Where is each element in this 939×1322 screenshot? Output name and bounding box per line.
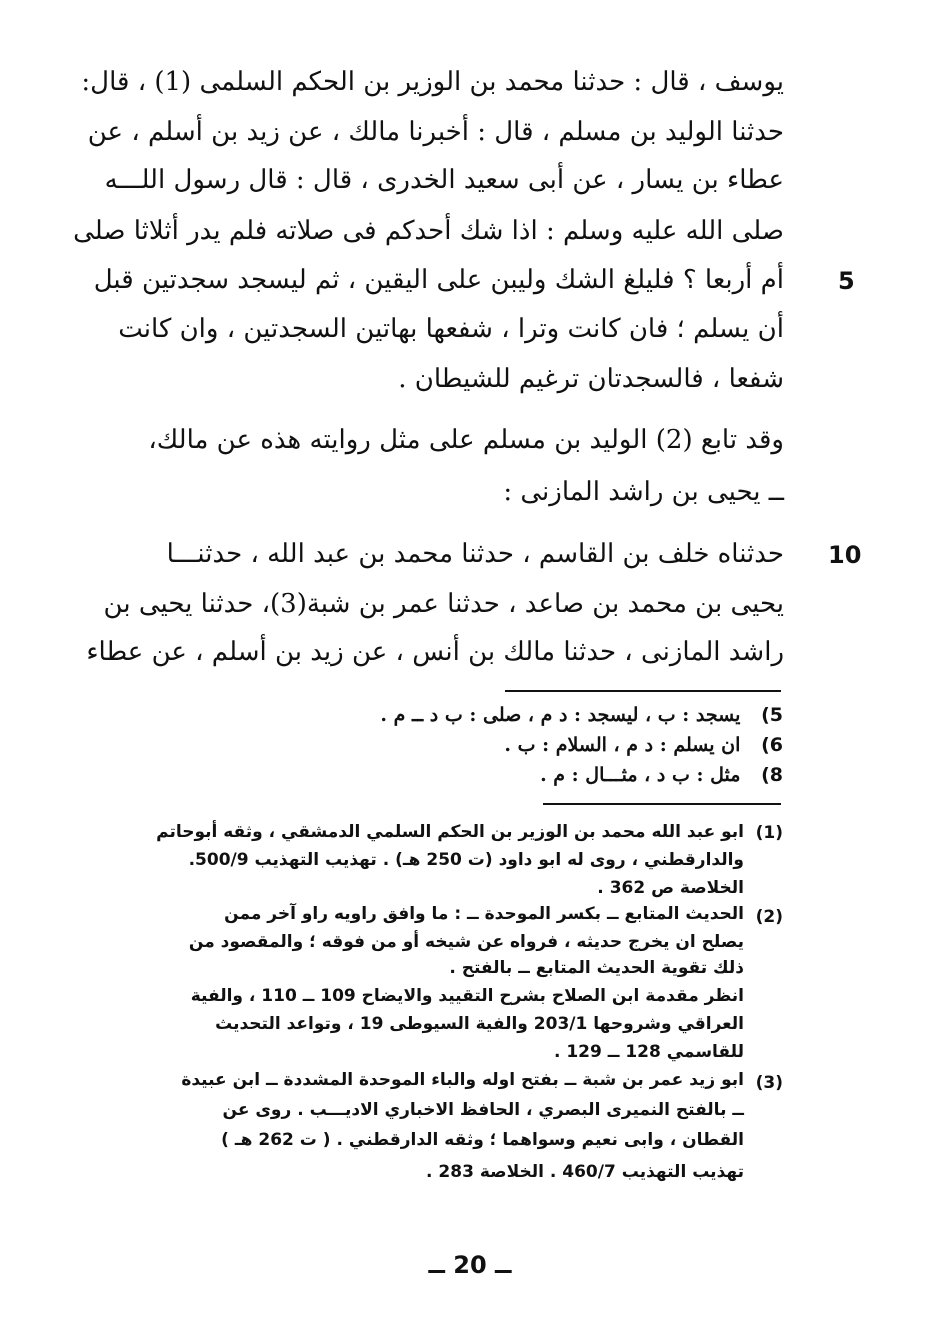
footnote-line: الخلاصة ص 362 . [597,878,744,898]
variant-number: 5) [761,704,783,726]
variant-text: مثل : ب د ، مثـــال : م . [540,764,741,786]
footnote-line: يصلح ان يخرج حديثه ، فرواه عن شيخه أو من فوقه ؛ والمقصود من [188,932,744,952]
variant-line-6 [223,730,783,760]
footnotes-rule [543,803,781,805]
line-number-5: 5 [838,267,855,295]
variant-line-5 [223,700,783,730]
footnote-line: ابو عبد الله محمد بن الوزير بن الحكم السلمي الدمشقي ، وثقه أبوحاتم [156,822,744,842]
footnote-number: (1) [755,823,783,843]
line-number-10: 10 [828,541,862,569]
main-line-12: راشد المازنى ، حدثنا مالك بن أنس ، عن زيد بن أسلم ، عن عطاء [86,637,784,667]
main-line-6: أن يسلم ؛ فان كانت وترا ، شفعها بهاتين السجدتين ، وان كانت [118,314,784,344]
footnote-line: تهذيب التهذيب 460/7 . الخلاصة 283 . [426,1162,744,1182]
footnote-line: للقاسمي 128 ــ 129 . [553,1042,744,1062]
footnote-line: القطان ، وابى نعيم وسواهما ؛ وثقه الدارقطني . ( ت 262 هـ ) [221,1130,744,1150]
variant-number: 6) [761,734,783,756]
footnote-line: ــ بالفتح النميرى البصري ، الحافظ الاخباري الاديـــب . روى عن [222,1100,744,1120]
main-line-9: ــ يحيى بن راشد المازنى : [503,477,784,507]
main-line-11: يحيى بن محمد بن صاعد ، حدثنا عمر بن شبة(3)، حدثنا يحيى بن [103,589,784,619]
variant-text: ان يسلم : د م ، السلام : ب . [504,734,741,756]
footnote-line: ذلك تقوية الحديث المتابع ــ بالفتح . [449,958,744,978]
footnote-number: (2) [755,907,783,927]
main-line-4: صلى الله عليه وسلم : اذا شك أحدكم فى صلاته فلم يدر أثلاثا صلى [73,216,784,246]
main-line-10: حدثناه خلف بن القاسم ، حدثنا محمد بن عبد الله ، حدثنـــا [166,539,784,569]
main-line-3: عطاء بن يسار ، عن أبى سعيد الخدرى ، قال : قال رسول اللـــه [104,165,784,195]
variant-line-8 [223,760,783,790]
footnote-line: انظر مقدمة ابن الصلاح بشرح التقييد والايضاح 109 ــ 110 ، والفية [190,986,744,1006]
variants-rule [505,690,781,692]
main-line-1: يوسف ، قال : حدثنا محمد بن الوزير بن الحكم السلمى (1) ، قال: [81,67,784,97]
footnote-line: الحديث المتابع ــ بكسر الموحدة ــ : ما وافق راويه راو آخر ممن [224,904,744,924]
main-line-7: شفعا ، فالسجدتان ترغيم للشيطان . [398,364,784,394]
main-line-5: أم أربعا ؟ فليلغ الشك وليبن على اليقين ، ثم ليسجد سجدتين قبل [93,265,784,295]
footnote-line: ابو زيد عمر بن شبة ــ بفتح اوله والباء الموحدة المشددة ــ ابن عبيدة [181,1070,744,1090]
main-line-8: وقد تابع (2) الوليد بن مسلم على مثل روايته هذه عن مالك، [148,425,784,455]
footnote-line: والدارقطني ، روى له ابو داود (ت 250 هـ) . تهذيب التهذيب 500/9. [188,850,744,870]
variant-number: 8) [761,764,783,786]
footnote-number: (3) [755,1073,783,1093]
page-number: ــ 20 ــ [428,1251,512,1279]
footnote-line: العراقي وشروحها 203/1 والفية السيوطى 19 ، وتواعد التحديث [215,1014,744,1034]
main-line-2: حدثنا الوليد بن مسلم ، قال : أخبرنا مالك ، عن زيد بن أسلم ، عن [87,117,784,147]
variant-text: يسجد : ب ، ليسجد : د م ، صلى : ب د ــ م . [380,704,741,726]
